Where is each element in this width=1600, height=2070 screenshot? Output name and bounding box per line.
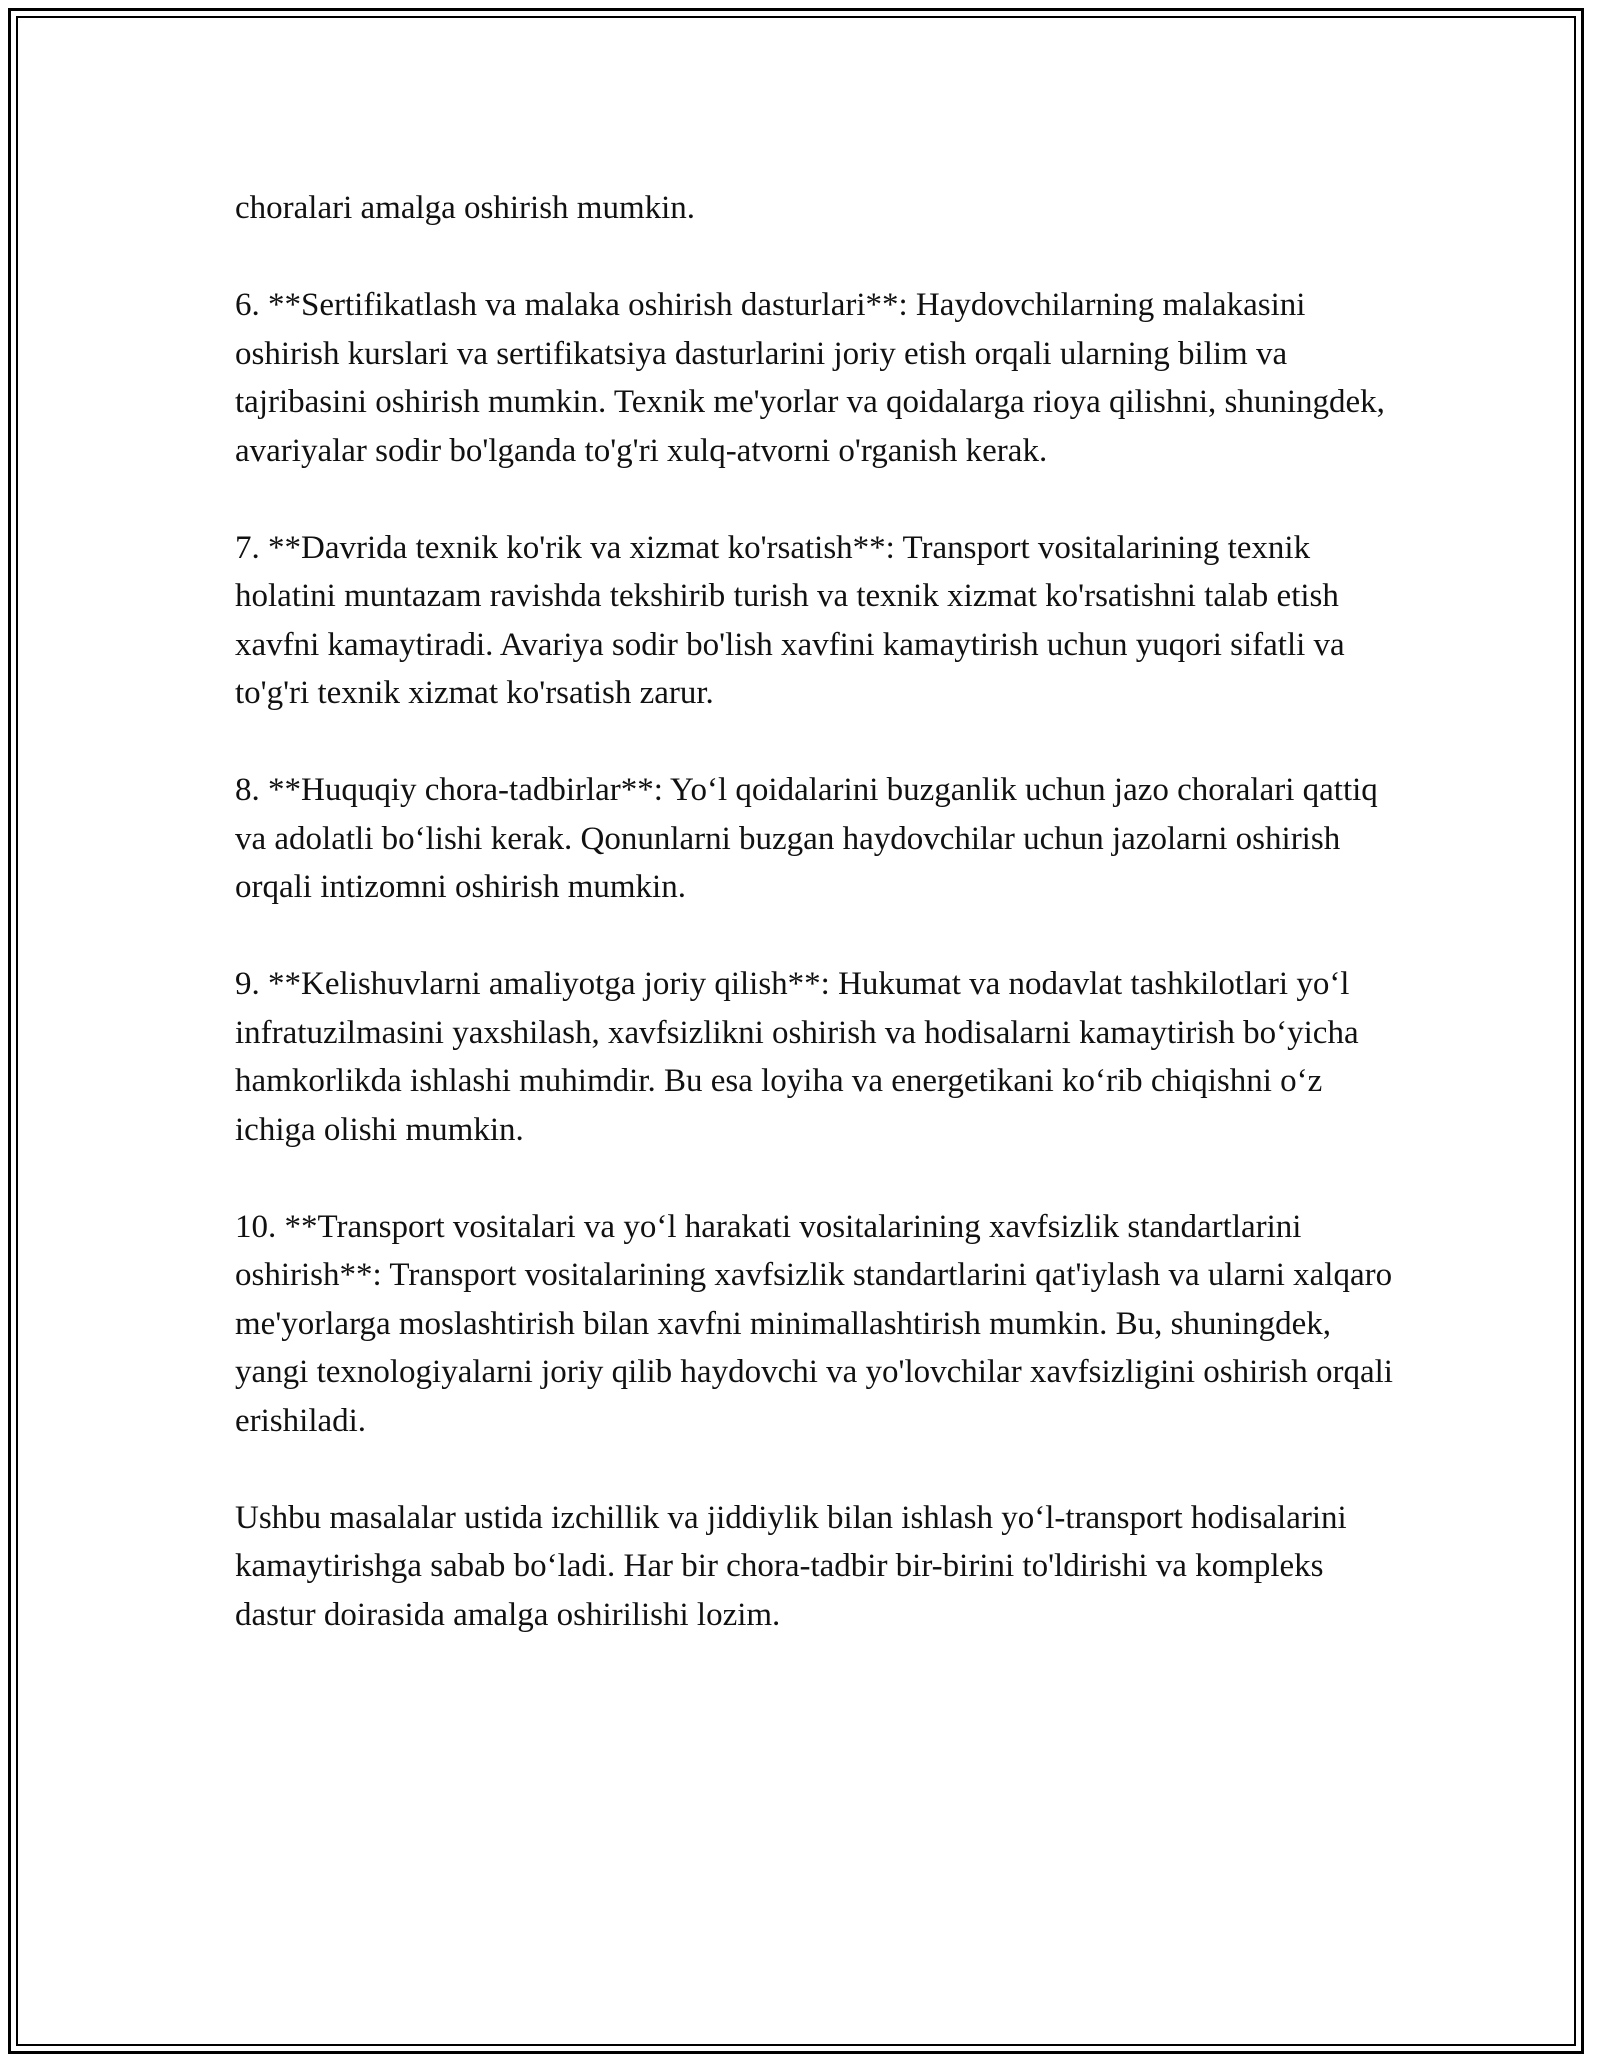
paragraph-conclusion: Ushbu masalalar ustida izchillik va jiddiylik bilan ishlash yo‘l-transport hodisalarini kamaytirishga sabab bo‘ladi. Har bir chora-tadbir bir-birini to'ldirishi va kompleks dastur doirasida amalga oshirilishi lozim. (235, 1499, 1347, 1633)
paragraph-item-9: 9. **Kelishuvlarni amaliyotga joriy qilish**: Hukumat va nodavlat tashkilotlari yo‘l infratuzilmasini yaxshilash, xavfsizlikni oshirish va hodisalarni kamaytirish bo‘yicha hamkorlikda ishlashi muhimdir. Bu esa loyiha va energetikani ko‘rib chiqishni o‘z ichiga olishi mumkin. (235, 966, 1359, 1148)
paragraph-item-6: 6. **Sertifikatlash va malaka oshirish dasturlari**: Haydovchilarning malakasini oshirish kurslari va sertifikatsiya dasturlarini joriy etish orqali ularning bilim va tajribasini oshirish mumkin. Texnik me'yorlar va qoidalarga rioya qilishni, shuningdek, avariyalar sodir bo'lganda to'g'ri xulq-atvorni o'rganish kerak. (235, 287, 1385, 469)
paragraph-intro-continuation: choralari amalga oshirish mumkin. (235, 190, 696, 226)
document-body (235, 184, 1395, 1688)
paragraph-item-8: 8. **Huquqiy chora-tadbirlar**: Yo‘l qoidalarini buzganlik uchun jazo choralari qattiq va adolatli bo‘lishi kerak. Qonunlarni buzgan haydovchilar uchun jazolarni oshirish orqali intizomni oshirish mumkin. (235, 772, 1378, 905)
paragraph-item-10: 10. **Transport vositalari va yo‘l harakati vositalarining xavfsizlik standartlarini oshirish**: Transport vositalarining xavfsizlik standartlarini qat'iylash va ularni xalqaro me'yorlarga moslashtirish bilan xavfni minimallashtirish mumkin. Bu, shuningdek, yangi texnologiyalarni joriy qilib haydovchi va yo'lovchilar xavfsizligini oshirish orqali erishiladi. (235, 1208, 1393, 1439)
paragraph-item-7: 7. **Davrida texnik ko'rik va xizmat ko'rsatish**: Transport vositalarining texnik holatini muntazam ravishda tekshirib turish va texnik xizmat ko'rsatishni talab etish xavfni kamaytiradi. Avariya sodir bo'lish xavfini kamaytirish uchun yuqori sifatli va to'g'ri texnik xizmat ko'rsatish zarur. (235, 529, 1345, 711)
